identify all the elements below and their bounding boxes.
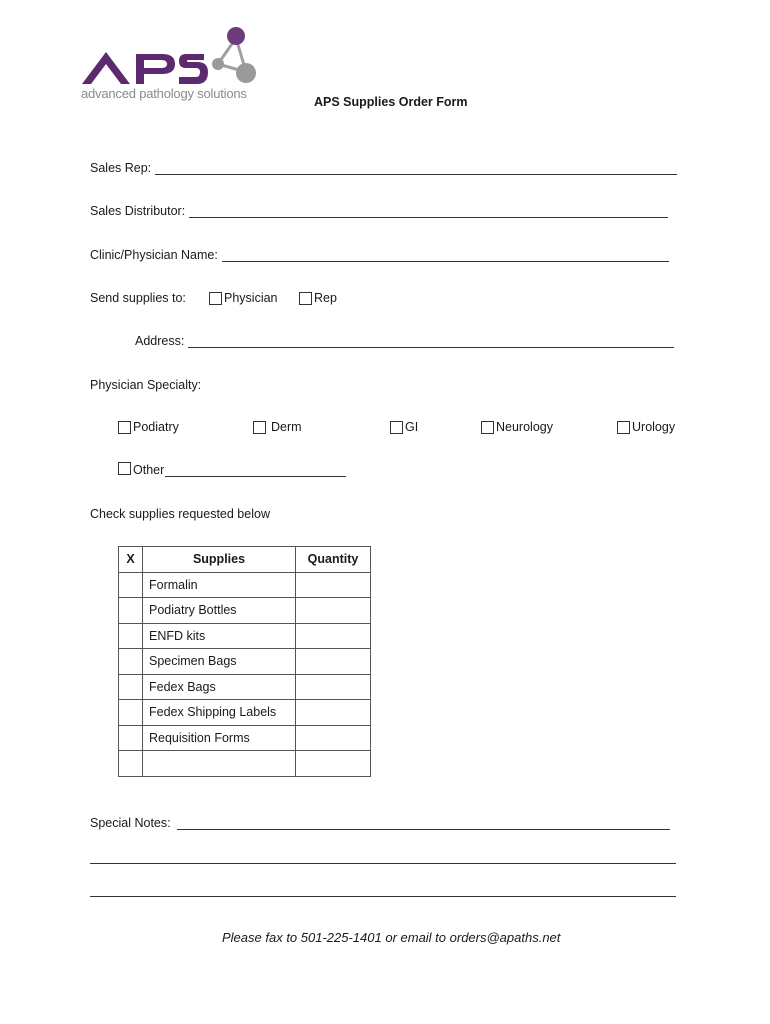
specialty-derm[interactable] <box>253 420 302 434</box>
address-row <box>135 334 674 348</box>
physician-label: Physician <box>224 291 278 305</box>
aps-logo <box>78 22 268 108</box>
row-check[interactable] <box>119 725 143 751</box>
specialty-neurology[interactable] <box>481 420 553 434</box>
table-row <box>119 598 371 624</box>
neurology-checkbox[interactable] <box>481 421 494 434</box>
quantity-cell[interactable] <box>296 674 371 700</box>
derm-label: Derm <box>271 420 302 434</box>
rep-checkbox[interactable] <box>299 292 312 305</box>
supply-name: Fedex Shipping Labels <box>143 700 296 726</box>
supply-name[interactable] <box>143 751 296 777</box>
specialty-urology[interactable] <box>617 420 675 434</box>
special-notes-field[interactable] <box>177 817 670 830</box>
table-header-row <box>119 547 371 573</box>
supply-name: Specimen Bags <box>143 649 296 675</box>
clinic-name-label: Clinic/Physician Name: <box>90 248 218 262</box>
table-row <box>119 751 371 777</box>
urology-label: Urology <box>632 420 676 434</box>
sales-rep-label: Sales Rep: <box>90 161 152 175</box>
physician-specialty-label: Physician Specialty: <box>90 378 202 392</box>
row-check[interactable] <box>119 674 143 700</box>
sales-distributor-field[interactable] <box>189 205 668 218</box>
address-field[interactable] <box>188 335 674 348</box>
table-row <box>119 700 371 726</box>
quantity-cell[interactable] <box>296 649 371 675</box>
other-checkbox[interactable] <box>118 462 131 475</box>
form-title: APS Supplies Order Form <box>314 95 468 109</box>
send-option-physician[interactable] <box>209 291 278 305</box>
rep-label: Rep <box>314 291 337 305</box>
supplies-table <box>118 546 371 777</box>
quantity-cell[interactable] <box>296 572 371 598</box>
neurology-label: Neurology <box>496 420 553 434</box>
clinic-name-row <box>90 248 669 262</box>
sales-rep-field[interactable] <box>155 162 677 175</box>
supply-name: Requisition Forms <box>143 725 296 751</box>
supplies-intro: Check supplies requested below <box>90 507 270 521</box>
row-check[interactable] <box>119 649 143 675</box>
quantity-cell[interactable] <box>296 751 371 777</box>
fax-email-footer: Please fax to 501-225-1401 or email to orders@apaths.net <box>222 930 561 945</box>
special-notes-line-3[interactable] <box>90 884 676 897</box>
other-field[interactable] <box>165 464 346 477</box>
special-notes-line-2[interactable] <box>90 851 676 864</box>
supply-name: ENFD kits <box>143 623 296 649</box>
derm-checkbox[interactable] <box>253 421 266 434</box>
aps-logo-graphic <box>78 22 268 86</box>
specialty-gi[interactable] <box>390 420 418 434</box>
table-row <box>119 674 371 700</box>
row-check[interactable] <box>119 623 143 649</box>
col-quantity-header: Quantity <box>296 547 371 573</box>
supply-name: Fedex Bags <box>143 674 296 700</box>
quantity-cell[interactable] <box>296 598 371 624</box>
row-check[interactable] <box>119 751 143 777</box>
special-notes-label: Special Notes: <box>90 816 171 830</box>
row-check[interactable] <box>119 700 143 726</box>
quantity-cell[interactable] <box>296 725 371 751</box>
urology-checkbox[interactable] <box>617 421 630 434</box>
table-row <box>119 725 371 751</box>
specialty-other[interactable] <box>118 462 346 477</box>
quantity-cell[interactable] <box>296 700 371 726</box>
physician-checkbox[interactable] <box>209 292 222 305</box>
row-check[interactable] <box>119 572 143 598</box>
table-row <box>119 649 371 675</box>
podiatry-label: Podiatry <box>133 420 179 434</box>
other-label: Other <box>133 463 165 477</box>
sales-rep-row <box>90 161 677 175</box>
col-x-header: X <box>119 547 143 573</box>
podiatry-checkbox[interactable] <box>118 421 131 434</box>
gi-checkbox[interactable] <box>390 421 403 434</box>
supply-name: Formalin <box>143 572 296 598</box>
gi-label: GI <box>405 420 419 434</box>
quantity-cell[interactable] <box>296 623 371 649</box>
special-notes-row <box>90 816 670 830</box>
sales-distributor-label: Sales Distributor: <box>90 204 186 218</box>
clinic-name-field[interactable] <box>222 249 669 262</box>
table-row <box>119 572 371 598</box>
logo-tagline: advanced pathology solutions <box>81 86 247 101</box>
col-supplies-header: Supplies <box>143 547 296 573</box>
send-supplies-label: Send supplies to: <box>90 291 186 305</box>
address-label: Address: <box>135 334 185 348</box>
supply-name: Podiatry Bottles <box>143 598 296 624</box>
row-check[interactable] <box>119 598 143 624</box>
specialty-podiatry[interactable] <box>118 420 179 434</box>
sales-distributor-row <box>90 204 668 218</box>
send-option-rep[interactable] <box>299 291 337 305</box>
table-row <box>119 623 371 649</box>
